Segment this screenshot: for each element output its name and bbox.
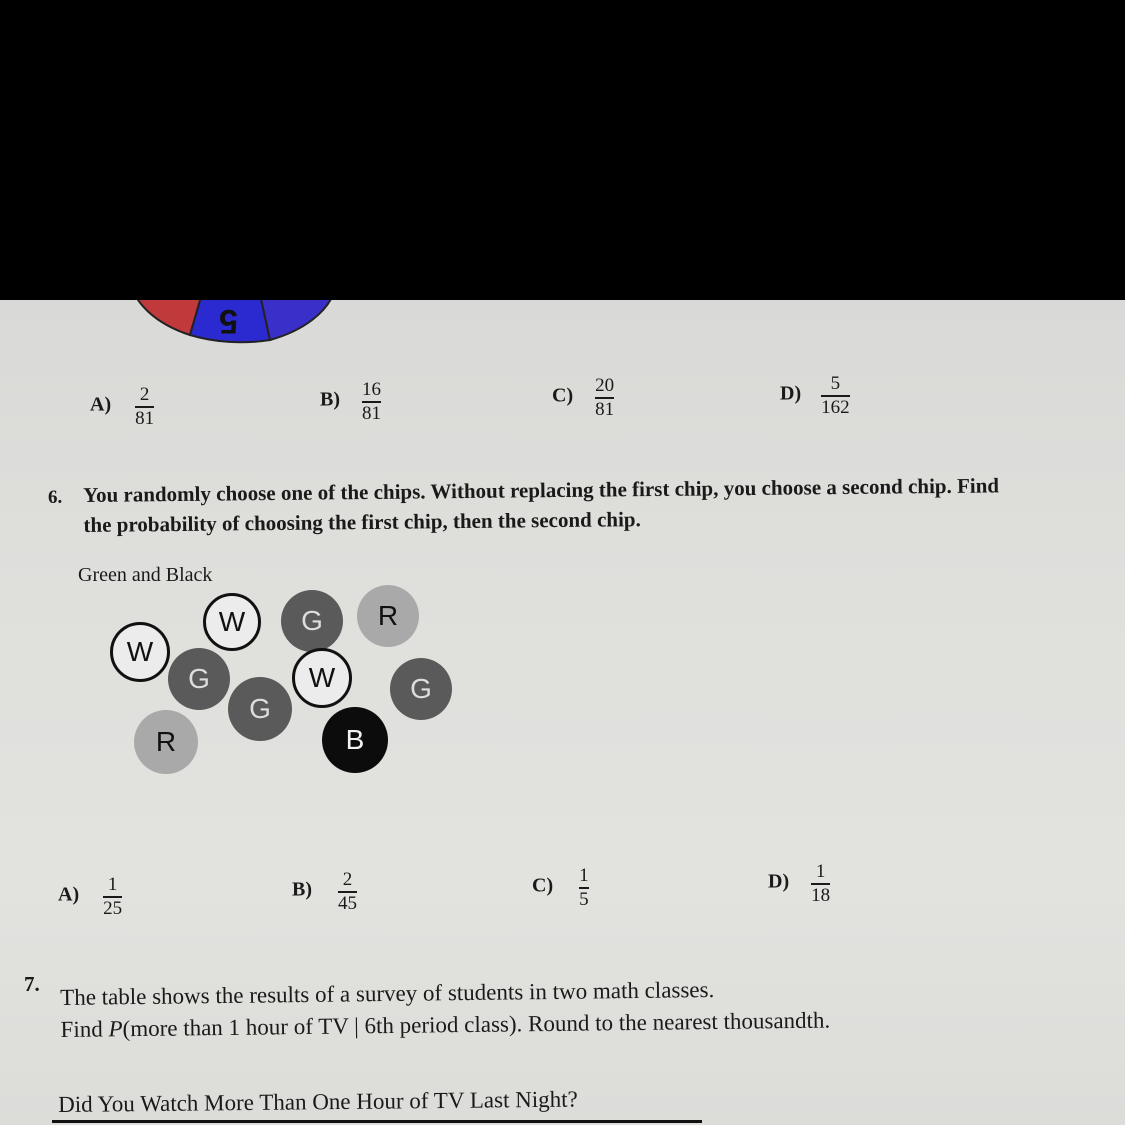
q5-choice-d-fraction (821, 374, 850, 418)
q6-choice-d-letter: D) (768, 870, 790, 893)
table-top-rule (52, 1120, 702, 1123)
chip-white[interactable]: W (110, 622, 170, 682)
table-title: Did You Watch More Than One Hour of TV Last Night? (58, 1086, 578, 1117)
q7-line-2-post: (more than 1 hour of TV | 6th period class). Round to the nearest thousandth. (122, 1007, 831, 1042)
q6-line-1: You randomly choose one of the chips. Without replacing the first chip, you choose a second chip. Find (83, 473, 1000, 507)
q7-number: 7. (24, 972, 40, 996)
fraction-numerator: 2 (342, 869, 353, 890)
q5-choice-c[interactable] (552, 376, 614, 420)
fraction-denominator: 81 (135, 407, 155, 429)
q5-choice-b-letter: B) (320, 388, 340, 411)
chip-green[interactable]: G (228, 677, 292, 741)
fraction-denominator: 162 (821, 396, 850, 418)
chip-red[interactable]: R (134, 710, 198, 774)
q5-choice-d-letter: D) (780, 382, 802, 405)
fraction-denominator: 81 (362, 402, 381, 424)
q6-choice-b[interactable] (292, 870, 357, 914)
chip-white[interactable]: W (292, 648, 352, 708)
q5-choice-c-letter: C) (552, 384, 574, 407)
spinner-graphic (120, 300, 350, 350)
fraction-numerator: 1 (815, 861, 826, 882)
chip-green[interactable]: G (281, 590, 343, 652)
q7-line-1: The table shows the results of a survey of students in two math classes. (60, 977, 715, 1010)
q5-choice-a[interactable] (90, 385, 154, 429)
fraction-numerator: 16 (362, 379, 381, 400)
fraction-numerator: 2 (139, 384, 150, 405)
fraction-numerator: 1 (579, 865, 589, 886)
spinner-number: 5 (219, 302, 238, 340)
q6-choice-b-fraction (338, 870, 357, 914)
q6-choice-b-letter: B) (292, 878, 312, 901)
fraction-numerator: 1 (107, 874, 118, 895)
q7-probability-p: P (108, 1016, 123, 1042)
chips-subtitle: Green and Black (78, 564, 213, 586)
q7-question-text (60, 969, 1101, 1046)
q5-choice-a-fraction (135, 385, 154, 429)
q5-choice-b[interactable] (320, 380, 381, 424)
q6-choice-c-fraction (579, 866, 589, 910)
chip-black[interactable]: B (322, 707, 388, 773)
q6-choice-a-fraction (103, 875, 122, 919)
q6-choice-a[interactable] (58, 875, 122, 919)
worksheet-page (0, 300, 1125, 1125)
chip-red[interactable]: R (357, 585, 419, 647)
chip-green[interactable]: G (168, 648, 230, 710)
q6-choice-c[interactable] (532, 866, 589, 910)
q5-choice-b-fraction (362, 380, 381, 424)
q7-line-2-pre: Find (60, 1016, 109, 1042)
q6-line-2: the probability of choosing the first chip, then the second chip. (83, 507, 641, 537)
q5-choice-d[interactable] (780, 374, 850, 418)
chip-green[interactable]: G (390, 658, 452, 720)
q6-number: 6. (48, 487, 63, 508)
q6-choice-c-letter: C) (532, 874, 554, 897)
fraction-numerator: 20 (595, 375, 615, 396)
fraction-denominator: 5 (579, 888, 589, 910)
q6-choice-a-letter: A) (58, 883, 80, 906)
fraction-denominator: 45 (338, 892, 357, 914)
black-top-area (0, 0, 1125, 300)
q5-choice-a-letter: A) (90, 393, 112, 416)
fraction-denominator: 81 (595, 398, 615, 420)
fraction-numerator: 5 (830, 373, 841, 394)
fraction-denominator: 18 (811, 884, 831, 906)
q6-choice-d[interactable] (768, 862, 830, 906)
fraction-denominator: 25 (103, 897, 123, 919)
q6-question-text (83, 469, 1114, 540)
q6-choice-d-fraction (811, 862, 830, 906)
chip-white[interactable]: W (203, 593, 261, 651)
q5-choice-c-fraction (595, 376, 614, 420)
